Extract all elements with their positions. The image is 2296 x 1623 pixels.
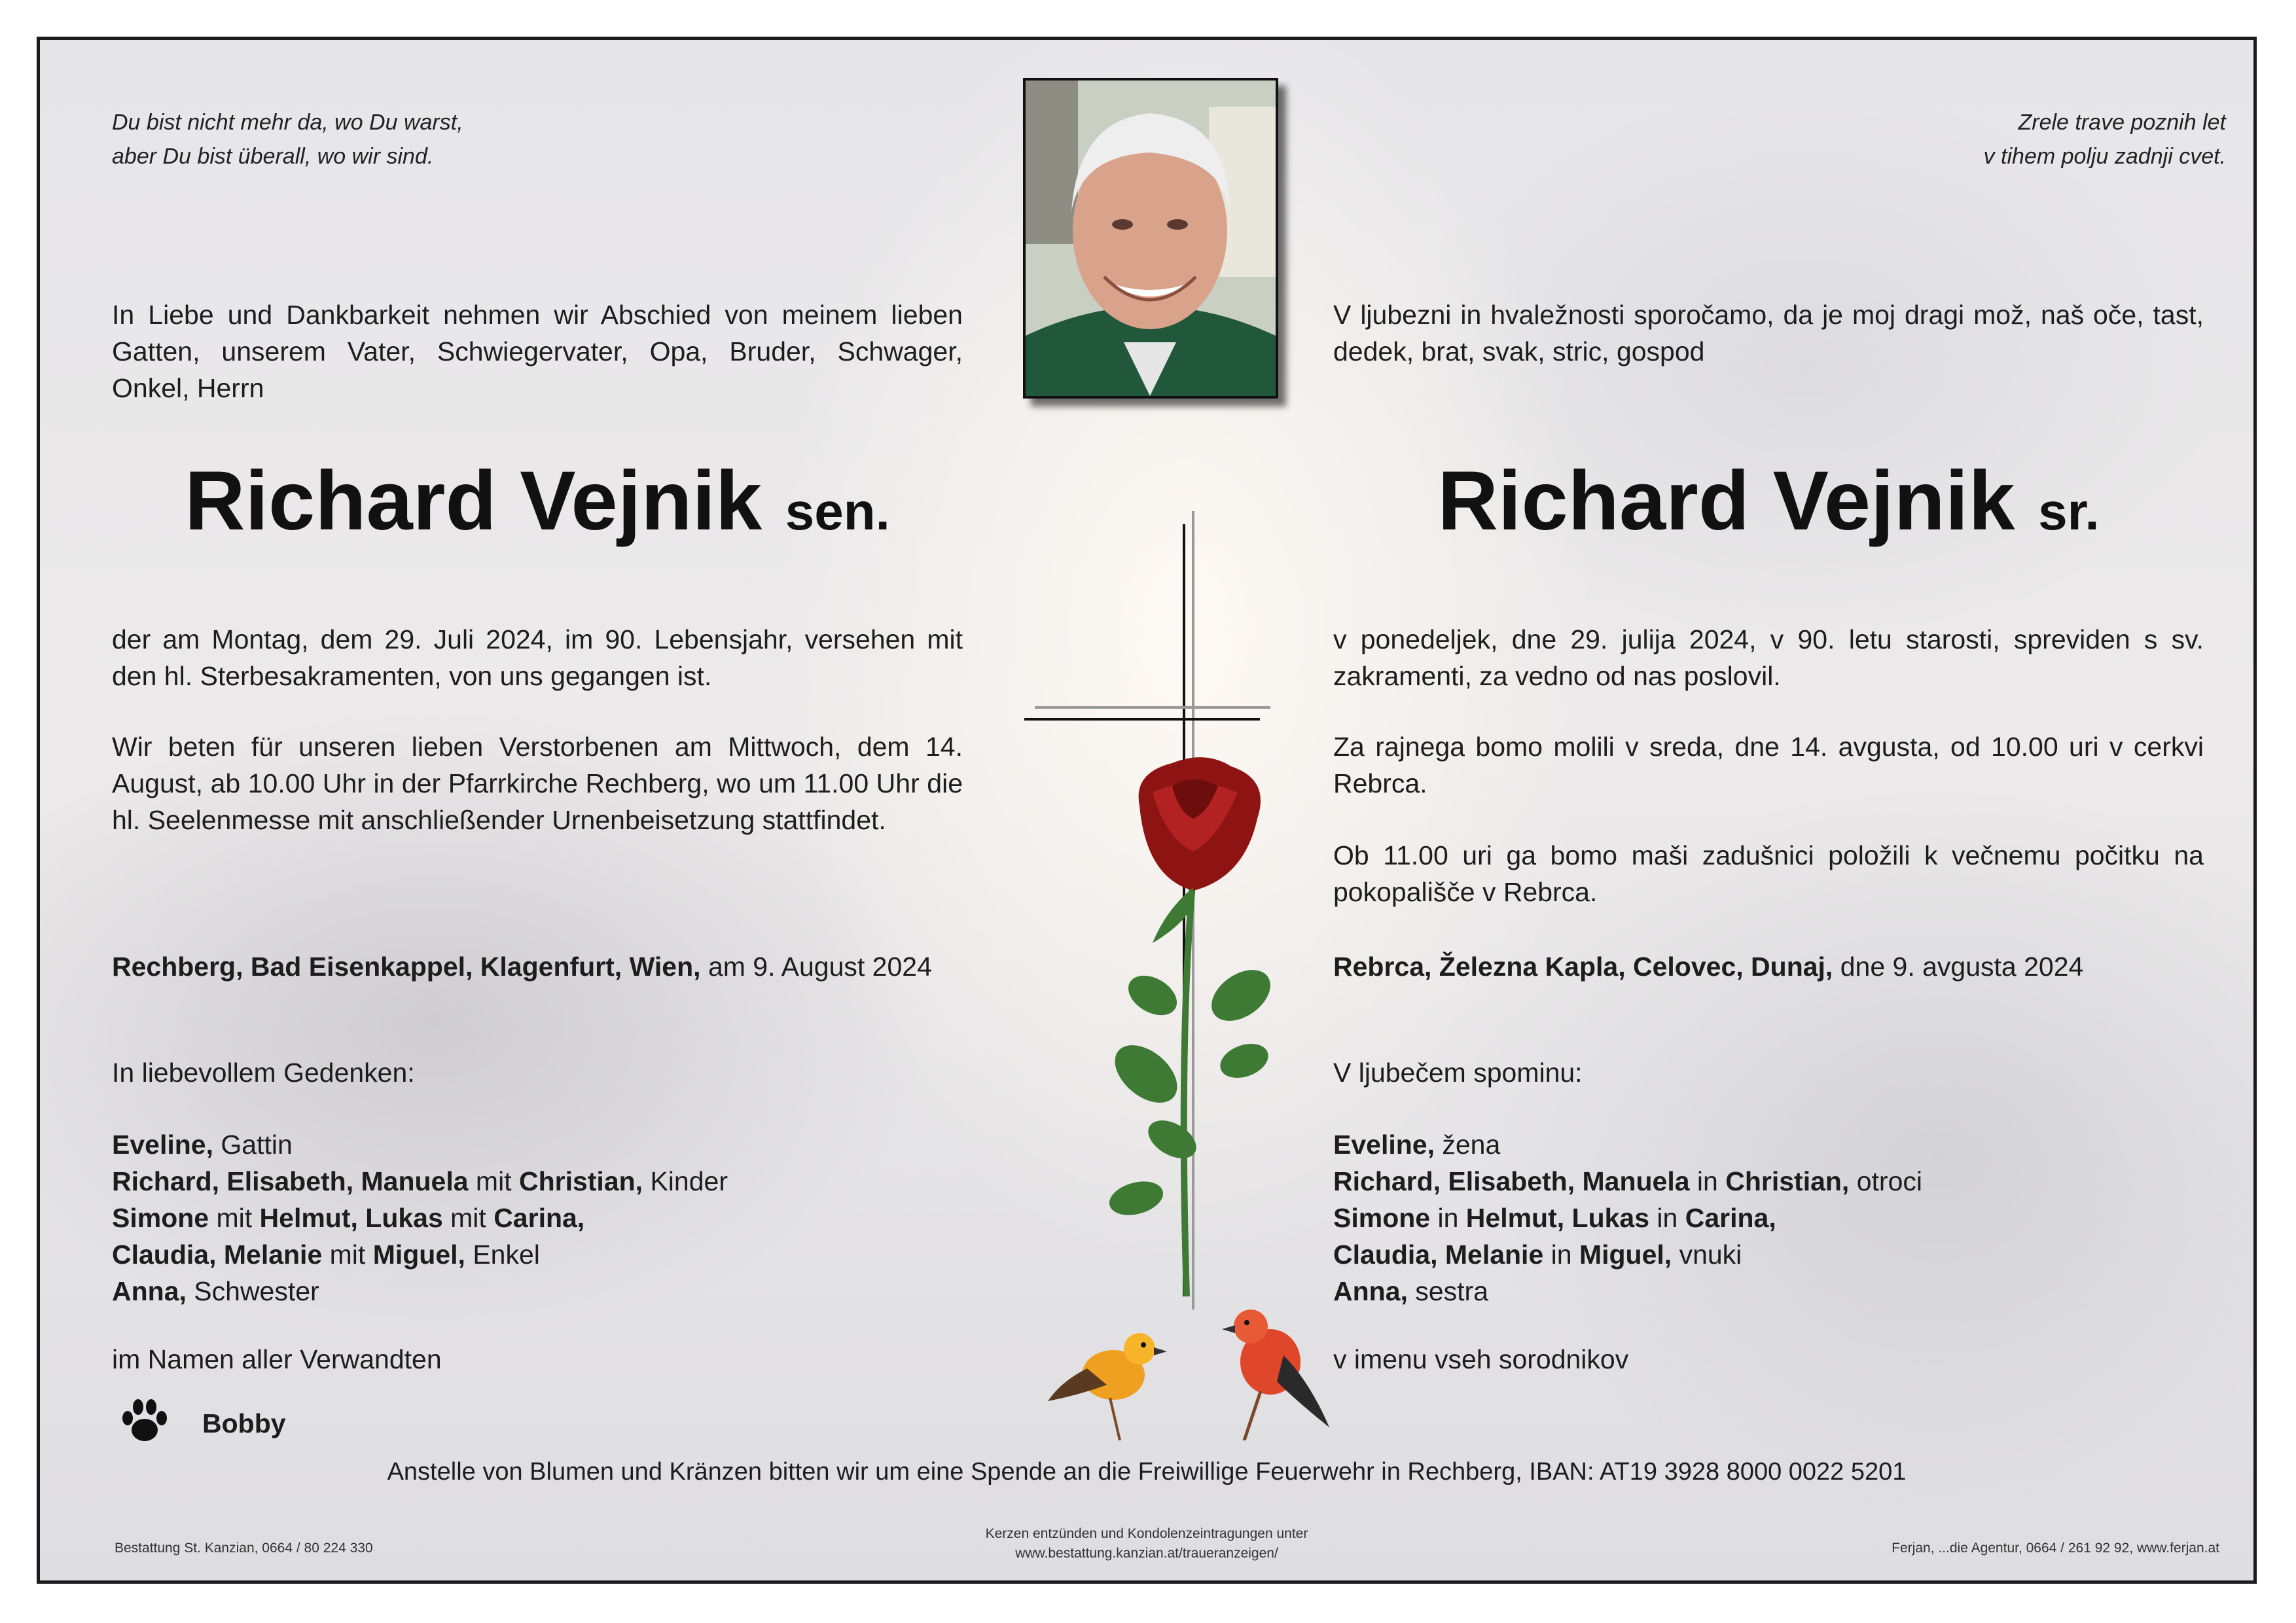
left-family-line <box>112 1126 963 1163</box>
footer-center <box>819 1524 1474 1563</box>
right-family-segment: Miguel, <box>1579 1240 1672 1270</box>
left-family-segment: Miguel, <box>372 1240 465 1270</box>
right-family-segment: Helmut, Lukas <box>1465 1203 1650 1233</box>
right-death-notice: v ponedeljek, dne 29. julija 2024, v 90. letu starosti, spreviden s sv. zakramenti, za vedno od nas poslovil. <box>1333 624 2204 691</box>
left-family-segment: Carina, <box>493 1203 585 1233</box>
right-intro: V ljubezni in hvaležnosti sporočamo, da je moj dragi mož, naš oče, tast, dedek, brat, svak, stric, gospod <box>1333 300 2204 366</box>
left-name-suffix: sen. <box>785 482 890 541</box>
right-family-segment: vnuki <box>1672 1240 1742 1270</box>
left-name-heading <box>112 452 963 561</box>
left-memory-heading: In liebevollem Gedenken: <box>112 1058 415 1088</box>
footer-center-link[interactable]: www.bestattung.kanzian.at/traueranzeigen/ <box>1015 1546 1278 1561</box>
right-family-segment: Christian, <box>1725 1166 1850 1196</box>
right-name-suffix: sr. <box>2038 482 2100 541</box>
right-family-line <box>1333 1126 2204 1163</box>
paw-icon <box>118 1396 171 1448</box>
right-quote-line-1: Zrele trave poznih let <box>2018 110 2226 135</box>
right-family-segment: Claudia, Melanie <box>1333 1240 1544 1270</box>
right-family-line <box>1333 1236 2204 1273</box>
left-service-notice: Wir beten für unseren lieben Verstorbenen am Mittwoch, dem 14. August, ab 10.00 Uhr in der Pfarrkirche Rechberg, wo um 11.00 Uhr die hl. Seelenmesse mit anschließender Urnenbeisetzung stattfindet. <box>112 732 963 835</box>
left-family-segment: mit <box>442 1203 494 1233</box>
cross-rose-decoration <box>1022 511 1349 1440</box>
right-family-line <box>1333 1273 2204 1310</box>
left-family-segment: Gattin <box>213 1130 293 1160</box>
right-date: dne 9. avgusta 2024 <box>1840 952 2084 982</box>
left-family-segment: Eveline, <box>112 1130 213 1160</box>
right-service-notice-2: Ob 11.00 uri ga bomo maši zadušnici položili k večnemu počitku na pokopališče v Rebrca. <box>1333 840 2204 907</box>
left-name: Richard Vejnik <box>185 454 762 548</box>
left-family-segment: Claudia, Melanie <box>112 1240 323 1270</box>
right-family-segment: Richard, Elisabeth, Manuela <box>1333 1166 1690 1196</box>
right-family-segment: in <box>1689 1166 1726 1196</box>
left-family-segment: mit <box>468 1166 519 1196</box>
right-family-segment: otroci <box>1849 1166 1922 1196</box>
portrait-photo <box>1023 78 1278 399</box>
right-family-segment: Carina, <box>1685 1203 1776 1233</box>
left-family-segment: Kinder <box>643 1166 728 1196</box>
left-date: am 9. August 2024 <box>708 952 932 982</box>
right-family-segment: Simone <box>1333 1203 1431 1233</box>
left-place: Rechberg, Bad Eisenkappel, Klagenfurt, Wien, <box>112 952 701 982</box>
left-family-segment: Christian, <box>518 1166 643 1196</box>
left-death-notice: der am Montag, dem 29. Juli 2024, im 90. Lebensjahr, versehen mit den hl. Sterbesakramenten, von uns gegangen ist. <box>112 624 963 691</box>
left-family-list <box>112 1126 963 1310</box>
right-family-list <box>1333 1126 2204 1310</box>
right-service-notice-1: Za rajnega bomo molili v sreda, dne 14. avgusta, od 10.00 uri v cerkvi Rebrca. <box>1333 732 2204 798</box>
left-place-date <box>112 948 963 985</box>
left-quote-line-2: aber Du bist überall, wo wir sind. <box>112 144 434 169</box>
pet-name: Bobby <box>202 1408 286 1438</box>
right-relatives: v imenu vseh sorodnikov <box>1333 1344 1629 1374</box>
footer-right: Ferjan, ...die Agentur, 0664 / 261 92 92, www.ferjan.at <box>1892 1541 2219 1556</box>
left-family-line <box>112 1163 963 1200</box>
right-place-date <box>1333 948 2204 985</box>
obituary-card <box>37 37 2257 1584</box>
right-family-segment: sestra <box>1407 1276 1488 1306</box>
right-family-segment: Eveline, <box>1333 1130 1435 1160</box>
right-family-segment: Anna, <box>1333 1276 1408 1306</box>
right-memory-heading: V ljubečem spominu: <box>1333 1058 1583 1088</box>
footer-center-line-1: Kerzen entzünden und Kondolenzeintragungen unter <box>985 1526 1308 1541</box>
right-family-line <box>1333 1200 2204 1236</box>
left-family-segment: Enkel <box>465 1240 540 1270</box>
left-family-segment: mit <box>209 1203 260 1233</box>
right-quote-line-2: v tihem polju zadnji cvet. <box>1983 144 2226 169</box>
right-name-heading <box>1333 452 2204 561</box>
right-quote <box>1676 105 2226 173</box>
left-family-line <box>112 1200 963 1236</box>
left-family-line <box>112 1273 963 1310</box>
left-family-segment: Schwester <box>186 1276 319 1306</box>
left-family-segment: Anna, <box>112 1276 187 1306</box>
left-relatives: im Namen aller Verwandten <box>112 1344 442 1374</box>
footer-left: Bestattung St. Kanzian, 0664 / 80 224 330 <box>115 1541 373 1556</box>
left-quote-line-1: Du bist nicht mehr da, wo Du warst, <box>112 110 463 135</box>
birds-icon <box>1048 1310 1329 1440</box>
right-family-segment: žena <box>1434 1130 1501 1160</box>
left-family-segment: Helmut, Lukas <box>259 1203 443 1233</box>
right-family-segment: in <box>1543 1240 1579 1270</box>
right-family-line <box>1333 1163 2204 1200</box>
left-intro: In Liebe und Dankbarkeit nehmen wir Abschied von meinem lieben Gatten, unserem Vater, Schwiegervater, Opa, Bruder, Schwager, Onkel, Herrn <box>112 300 963 403</box>
left-family-segment: Simone <box>112 1203 209 1233</box>
left-family-segment: mit <box>322 1240 373 1270</box>
right-name: Richard Vejnik <box>1437 454 2015 548</box>
right-family-segment: in <box>1430 1203 1466 1233</box>
right-place: Rebrca, Železna Kapla, Celovec, Dunaj, <box>1333 952 1833 982</box>
left-family-segment: Richard, Elisabeth, Manuela <box>112 1166 469 1196</box>
left-family-line <box>112 1236 963 1273</box>
donation-note: Anstelle von Blumen und Kränzen bitten wir um eine Spende an die Freiwillige Feuerwehr in Rechberg, IBAN: AT19 3928 8000 0022 5201 <box>387 1458 1907 1486</box>
left-quote <box>112 105 570 173</box>
right-family-segment: in <box>1649 1203 1685 1233</box>
